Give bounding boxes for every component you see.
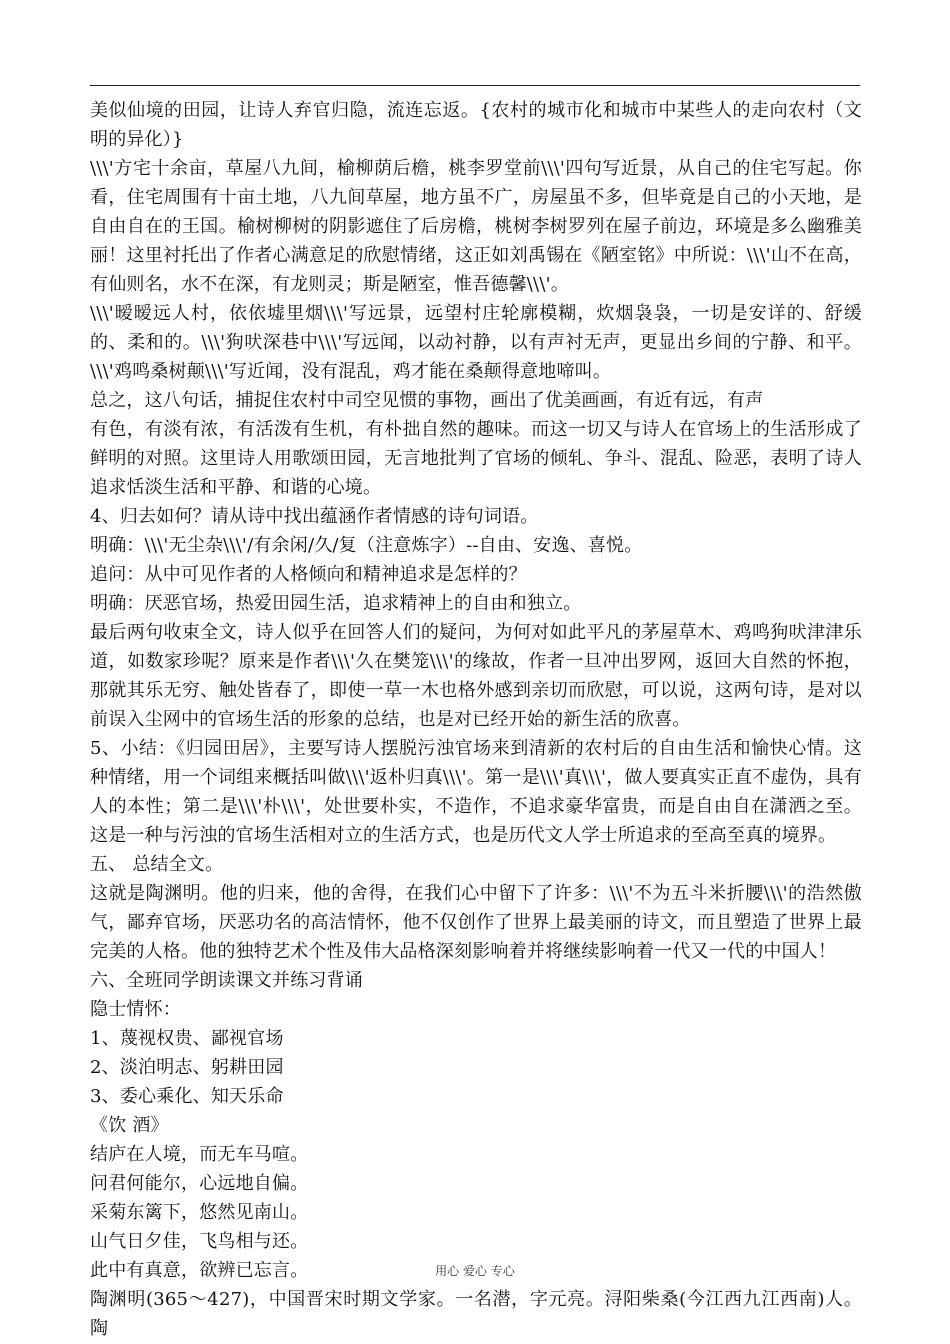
- poem-line: 山气日夕佳，飞鸟相与还。: [90, 1231, 309, 1252]
- list-heading: 隐士情怀：: [90, 999, 181, 1020]
- paragraph: 最后两句收束全文，诗人似乎在回答人们的疑问，为何对如此平凡的茅屋草木、鸡鸣狗吠津津乐道，如数家珍呢？原来是作者\\\'久在樊笼\\\'的缘故，作者一旦冲出罗网，返回大自然的怀抱，那就其乐无穷、触处皆春了，即使一草一木也格外感到亲切而欣慰，可以说，这两句诗，是对以前误入尘网中的官场生活的形象的总结，也是对已经开始的新生活的欣喜。: [90, 622, 862, 730]
- paragraph: \\\'方宅十余亩，草屋八九间，榆柳荫后檐，桃李罗堂前\\\'四句写近景，从自己的住宅写起。你看，住宅周围有十亩土地，八九间草屋，地方虽不广，房屋虽不多，但毕竟是自己的小天地，是自由自在的王国。榆树柳树的阴影遮住了后房檐，桃树李树罗列在屋子前边，环境是多么幽雅美丽！这里衬托出了作者心满意足的欣慰情绪，这正如刘禹锡在《陋室铭》中所说：\\\'山不在高，有仙则名，水不在深，有龙则灵；斯是陋室，惟吾德馨\\\'。: [90, 158, 862, 295]
- header-rule: [90, 85, 860, 86]
- question-heading: 4、归去如何？请从诗中找出蕴涵作者情感的诗句词语。: [90, 506, 539, 527]
- section-heading: 六、全班同学朗读课文并练习背诵: [90, 970, 363, 991]
- body-text: [90, 96, 862, 1343]
- list-item: 3、委心乘化、知天乐命: [90, 1086, 284, 1107]
- answer-line: 明确：厌恶官场，热爱田园生活，追求精神上的自由和独立。: [90, 593, 582, 614]
- list-item: 1、蔑视权贵、鄙视官场: [90, 1028, 284, 1049]
- poem-line: 此中有真意，欲辨已忘言。: [90, 1260, 309, 1281]
- paragraph: 总之，这八句话，捕捉住农村中司空见惯的事物，画出了优美画画，有近有远，有声: [90, 390, 764, 411]
- poem-line: 问君何能尔，心远地自偏。: [90, 1173, 309, 1194]
- answer-line: 明确：\\\'无尘杂\\\'/有余闲/久/复（注意炼字）--自由、安逸、喜悦。: [90, 535, 643, 556]
- paragraph: 陶渊明(365～427)，中国晋宋时期文学家。一名潜，字元亮。浔阳柴桑(今江西九江西南)人。陶: [90, 1289, 862, 1339]
- paragraph: 这就是陶渊明。他的归来，他的舍得，在我们心中留下了许多：\\\'不为五斗米折腰\\\'的浩然傲气，鄙弃官场，厌恶功名的高洁情怀，他不仅创作了世界上最美丽的诗文，而且塑造了世界上最完美的人格。他的独特艺术个性及伟大品格深刻影响着并将继续影响着一代又一代的中国人！: [90, 883, 862, 962]
- section-heading: 五、 总结全文。: [90, 854, 224, 875]
- question-line: 追问：从中可见作者的人格倾向和精神追求是怎样的？: [90, 564, 527, 585]
- paragraph: 有色，有淡有浓，有活泼有生机，有朴拙自然的趣味。而这一切又与诗人在官场上的生活形成了鲜明的对照。这里诗人用歌颂田园，无言地批判了官场的倾轧、争斗、混乱、险恶，表明了诗人追求恬淡生活和平静、和谐的心境。: [90, 419, 862, 498]
- paragraph: \\\'暧暧远人村，依依墟里烟\\\'写远景，远望村庄轮廓模糊，炊烟袅袅，一切是安详的、舒缓的、柔和的。\\\'狗吠深巷中\\\'写远闻，以动衬静，以有声衬无声，更显出乡间的宁静、和平。\\\'鸡鸣桑树颠\\\'写近闻，没有混乱，鸡才能在桑颠得意地啼叫。: [90, 303, 862, 382]
- summary-paragraph: 5、小结：《归园田居》，主要写诗人摆脱污浊官场来到清新的农村后的自由生活和愉快心情。这种情绪，用一个词组来概括叫做\\\'返朴归真\\\'。第一是\\\'真\\\'，做人要真实正直不虚伪，具有人的本性；第二是\\\'朴\\\'，处世要朴实，不造作，不追求豪华富贵，而是自由自在潇洒之至。这是一种与污浊的官场生活相对立的生活方式，也是历代文人学士所追求的至高至真的境界。: [90, 738, 862, 846]
- poem-line: 采菊东篱下，悠然见南山。: [90, 1202, 309, 1223]
- list-item: 2、淡泊明志、躬耕田园: [90, 1057, 284, 1078]
- poem-title: 《饮 酒》: [90, 1115, 169, 1136]
- page-footer: 用心 爱心 专心: [435, 1264, 515, 1278]
- poem-line: 结庐在人境，而无车马喧。: [90, 1144, 309, 1165]
- paragraph: 美似仙境的田园，让诗人弃官归隐，流连忘返。{农村的城市化和城市中某些人的走向农村（文明的异化）}: [90, 100, 862, 150]
